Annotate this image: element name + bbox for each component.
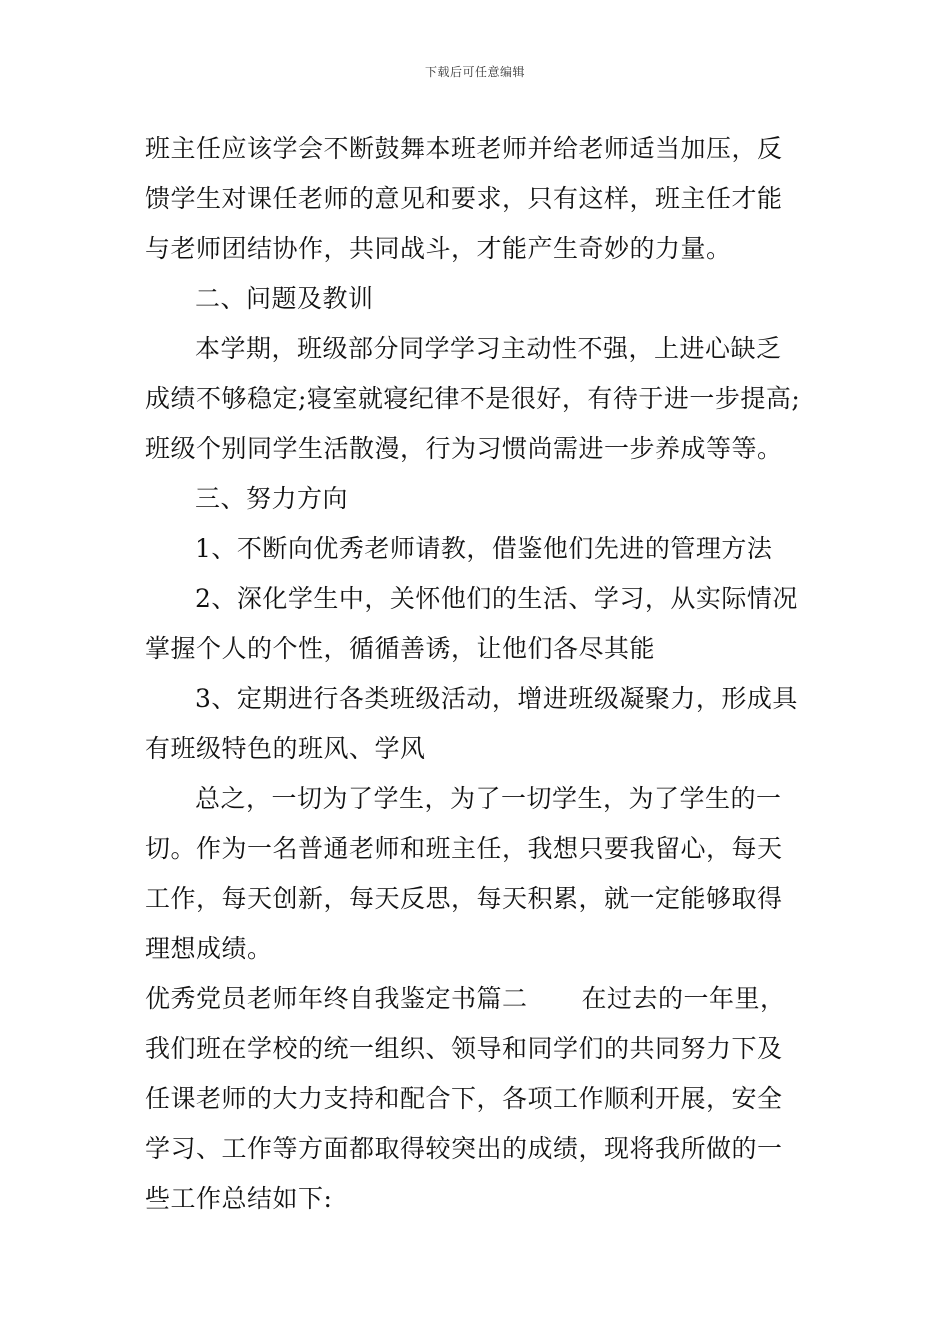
header-note: 下载后可任意编辑 xyxy=(424,65,525,79)
list-item: 3、定期进行各类班级活动，增进班级凝聚力，形成具 xyxy=(195,684,798,713)
paragraph-line: 理想成绩。 xyxy=(145,934,273,963)
paragraph-line: 总之，一切为了学生，为了一切学生，为了学生的一 xyxy=(195,784,782,813)
section-title-line xyxy=(145,974,813,1024)
section-heading: 三、努力方向 xyxy=(195,484,349,513)
paragraph-line: 我们班在学校的统一组织、领导和同学们的共同努力下及 xyxy=(145,1034,783,1063)
section-title: 优秀党员老师年终自我鉴定书篇二 xyxy=(145,984,528,1013)
paragraph-line: 学习、工作等方面都取得较突出的成绩，现将我所做的一 xyxy=(145,1134,783,1163)
paragraph-start: 在过去的一年里， xyxy=(581,984,786,1013)
paragraph-line: 本学期，班级部分同学学习主动性不强，上进心缺乏 xyxy=(195,334,782,363)
paragraph-line: 馈学生对课任老师的意见和要求，只有这样，班主任才能 xyxy=(145,184,783,213)
paragraph-line: 任课老师的大力支持和配合下，各项工作顺利开展，安全 xyxy=(145,1084,783,1113)
list-item: 1、不断向优秀老师请教，借鉴他们先进的管理方法 xyxy=(195,534,773,563)
paragraph-line: 工作，每天创新，每天反思，每天积累，就一定能够取得 xyxy=(145,884,783,913)
paragraph-line: 切。作为一名普通老师和班主任，我想只要我留心，每天 xyxy=(145,834,783,863)
paragraph-line: 与老师团结协作，共同战斗，才能产生奇妙的力量。 xyxy=(145,234,732,263)
paragraph-line: 班主任应该学会不断鼓舞本班老师并给老师适当加压，反 xyxy=(145,134,783,163)
paragraph-line: 成绩不够稳定;寝室就寝纪律不是很好，有待于进一步提高; xyxy=(145,384,801,413)
document-body xyxy=(145,124,813,1224)
paragraph-line: 掌握个人的个性，循循善诱，让他们各尽其能 xyxy=(145,634,656,663)
section-heading: 二、问题及教训 xyxy=(195,284,374,313)
list-item: 2、深化学生中，关怀他们的生活、学习，从实际情况 xyxy=(195,584,798,613)
paragraph-line: 些工作总结如下: xyxy=(145,1184,333,1213)
paragraph-line: 班级个别同学生活散漫，行为习惯尚需进一步养成等等。 xyxy=(145,434,783,463)
paragraph-line: 有班级特色的班风、学风 xyxy=(145,734,426,763)
